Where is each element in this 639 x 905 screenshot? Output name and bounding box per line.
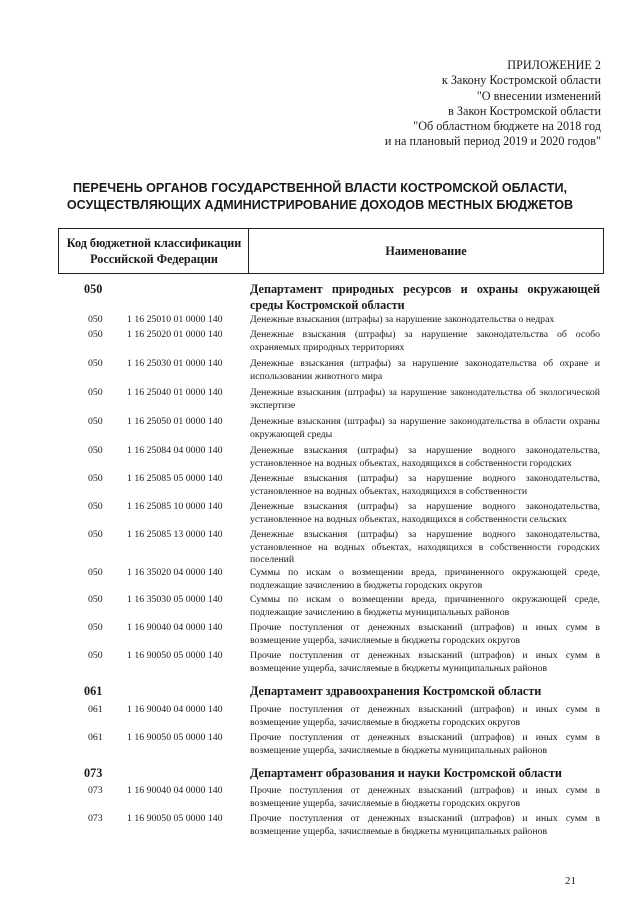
document-title (40, 180, 600, 213)
appendix-line: в Закон Костромской области (448, 103, 601, 118)
income-description: Денежные взыскания (штрафы) за нарушение водного законодательства, установленное на водных объектах, находящихся в собственности городских (250, 445, 600, 469)
income-description: Прочие поступления от денежных взысканий (штрафов) и иных сумм в возмещение ущерба, зачисляемые в бюджеты городских округов (250, 704, 600, 728)
kbk-code: 1 16 35020 04 0000 140 (127, 567, 223, 578)
income-description: Суммы по искам о возмещении вреда, причиненного окружающей среде, подлежащие зачислению в бюджеты городских округов (250, 567, 600, 591)
income-description: Прочие поступления от денежных взысканий (штрафов) и иных сумм в возмещение ущерба, зачисляемые в бюджеты городских округов (250, 622, 600, 646)
income-description: Денежные взыскания (штрафы) за нарушение законодательства о недрах (250, 314, 555, 325)
income-description: Денежные взыскания (штрафы) за нарушение законодательства об экологической экспертизе (250, 387, 600, 411)
kbk-code: 1 16 90050 05 0000 140 (127, 650, 223, 661)
group-code: 061 (84, 684, 103, 698)
appendix-line: "О внесении изменений (476, 88, 601, 103)
admin-code: 050 (88, 358, 103, 369)
income-description: Прочие поступления от денежных взысканий (штрафов) и иных сумм в возмещение ущерба, зачисляемые в бюджеты муниципальных районов (250, 650, 600, 674)
document-title-line1: ПЕРЕЧЕНЬ ОРГАНОВ ГОСУДАРСТВЕННОЙ ВЛАСТИ КОСТРОМСКОЙ ОБЛАСТИ, (72, 181, 568, 195)
admin-code: 061 (88, 732, 103, 743)
header-name-column (248, 228, 604, 274)
group-name: Департамент природных ресурсов и охраны окружающей среды Костромской области (250, 282, 600, 312)
group-name: Департамент образования и науки Костромской области (250, 766, 562, 780)
appendix-line: к Закону Костромской области (441, 73, 601, 88)
admin-code: 050 (88, 314, 103, 325)
income-description: Прочие поступления от денежных взысканий (штрафов) и иных сумм в возмещение ущерба, зачисляемые в бюджеты муниципальных районов (250, 813, 600, 837)
admin-code: 073 (88, 785, 103, 796)
admin-code: 061 (88, 704, 103, 715)
admin-code: 050 (88, 473, 103, 484)
kbk-code: 1 16 35030 05 0000 140 (127, 594, 223, 605)
income-description: Денежные взыскания (штрафы) за нарушение водного законодательства, установленное на водных объектах, находящихся в собственности (250, 473, 600, 497)
admin-code: 050 (88, 416, 103, 427)
admin-code: 050 (88, 650, 103, 661)
kbk-code: 1 16 25085 05 0000 140 (127, 473, 223, 484)
kbk-code: 1 16 25050 01 0000 140 (127, 416, 223, 427)
admin-code: 050 (88, 387, 103, 398)
group-code: 073 (84, 766, 103, 780)
income-description: Денежные взыскания (штрафы) за нарушение водного законодательства, установленное на водных объектах, находящихся в собственности сельских (250, 501, 600, 525)
header-code-line2: Российской Федерации (90, 252, 218, 266)
appendix-line: "Об областном бюджете на 2018 год (413, 119, 601, 134)
income-description: Денежные взыскания (штрафы) за нарушение законодательства в области охраны окружающей среды (250, 416, 600, 440)
group-code: 050 (84, 282, 103, 296)
page-number: 21 (565, 875, 576, 887)
kbk-code: 1 16 90050 05 0000 140 (127, 813, 223, 824)
income-description: Денежные взыскания (штрафы) за нарушение законодательства об охране и использовании животного мира (250, 358, 600, 382)
kbk-code: 1 16 25085 10 0000 140 (127, 501, 223, 512)
admin-code: 073 (88, 813, 103, 824)
kbk-code: 1 16 25010 01 0000 140 (127, 314, 223, 325)
document-title-line2: ОСУЩЕСТВЛЯЮЩИХ АДМИНИСТРИРОВАНИЕ ДОХОДОВ МЕСТНЫХ БЮДЖЕТОВ (66, 197, 574, 212)
income-description: Суммы по искам о возмещении вреда, причиненного окружающей среде, подлежащие зачислению в бюджеты муниципальных районов (250, 594, 600, 618)
admin-code: 050 (88, 445, 103, 456)
admin-code: 050 (88, 501, 103, 512)
admin-code: 050 (88, 567, 103, 578)
admin-code: 050 (88, 622, 103, 633)
header-code-column (58, 228, 249, 274)
appendix-block (385, 58, 601, 150)
income-description: Денежные взыскания (штрафы) за нарушение водного законодательства, установленное на водных объектах, находящихся в собственности городских поселений (250, 529, 600, 565)
kbk-code: 1 16 25085 13 0000 140 (127, 529, 223, 540)
appendix-line: и на плановый период 2019 и 2020 годов" (384, 134, 601, 149)
header-code-line1: Код бюджетной классификации (66, 236, 242, 250)
header-name-label: Наименование (385, 244, 467, 258)
admin-code: 050 (88, 529, 103, 540)
admin-code: 050 (88, 329, 103, 340)
income-description: Денежные взыскания (штрафы) за нарушение законодательства об особо охраняемых природных территориях (250, 329, 600, 353)
kbk-code: 1 16 25040 01 0000 140 (127, 387, 223, 398)
kbk-code: 1 16 90040 04 0000 140 (127, 622, 223, 633)
kbk-code: 1 16 90050 05 0000 140 (127, 732, 223, 743)
admin-code: 050 (88, 594, 103, 605)
kbk-code: 1 16 25020 01 0000 140 (127, 329, 223, 340)
income-description: Прочие поступления от денежных взысканий (штрафов) и иных сумм в возмещение ущерба, зачисляемые в бюджеты муниципальных районов (250, 732, 600, 756)
income-description: Прочие поступления от денежных взысканий (штрафов) и иных сумм в возмещение ущерба, зачисляемые в бюджеты городских округов (250, 785, 600, 809)
kbk-code: 1 16 90040 04 0000 140 (127, 704, 223, 715)
kbk-code: 1 16 90040 04 0000 140 (127, 785, 223, 796)
group-name: Департамент здравоохранения Костромской области (250, 684, 542, 698)
appendix-line: ПРИЛОЖЕНИЕ 2 (507, 58, 601, 72)
kbk-code: 1 16 25084 04 0000 140 (127, 445, 223, 456)
kbk-code: 1 16 25030 01 0000 140 (127, 358, 223, 369)
